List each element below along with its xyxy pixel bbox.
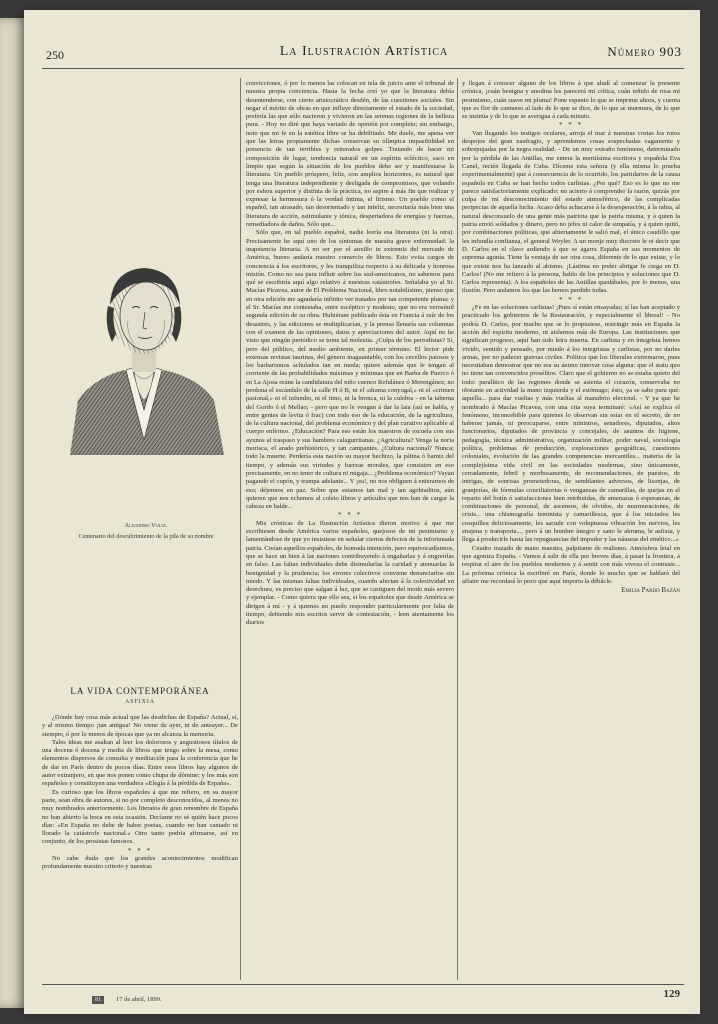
paragraph: convicciones, ó por lo menos las colocan en tela de juicio ante el tribunal de nuestra propia conciencia. Hasta la fecha creí yo que la literatura debía desentenderse, con cierto aristocrático desdén, de las cuestiones sociales. Sin negar el mérito de obras en que influye directamente el estado de la sociedad, prefería las que sólo nacieron y vivieron en las serenas regiones de la belleza pura. - Hoy no diré que haya variado de opinión por completo; sin embargo, noto que mi fe en la estética libre se ha debilitado. Me duele, me apena ver que las letras propiamente dichas conservan su olímpica impasibilidad en presencia de tan terribles y reiterados golpes. Tratando de hacer mi composición de lugar, tendencia natural en un espíritu ecléctico, saco en limpio que según la situación de los pueblos debe ser y manifestarse la literatura. Un pueblo próspero, feliz, con amplios horizontes, es natural que tenga una literatura independiente y desligada de compromisos, que volando por esfera superior y distinta de la práctica, no aspire á más fin que realizar y expresar la hermosura ó la verdad íntima, el lirismo. Un pueblo como el español, tan atrasado, tan desorientado y tan infeliz, necesitaría más bien una literatura de acción, estimulante y tónica, despertadora de energías y fuerzas, remediadora de daños. Sólo que... [246,80,454,229]
section-subtitle: ASFIXIA [125,699,155,705]
page-header [46,44,682,64]
footer-rule [42,984,684,985]
page-number: 250 [46,48,64,62]
volta-portrait [64,250,226,455]
paragraph: No cabe duda que los grandes acontecimientos modifican profundamente nuestro criterio y nuestras [42,855,238,871]
paragraph: Cuadro trazado de mano maestra, palpitante de realismo. Atmósfera letal en que agoniza España. - Vamos á salir de ella por breves días, á pasar la frontera, á respirar el aire de los pueblos modernos y á sentir con más viveza el contraste... La próxima crónica la escribiré en París, donde lo mucho que se hablará del affaire me recordará lo poco que aquí importa la débâcle. [462,544,680,585]
paragraph: Sólo que, en tal pueblo español, nadie leería esa literatura (ni la otra). Precisamente he aquí uno de los síntomas de nuestra grave enfermedad: la inapetencia literaria. A no ser por el auxilio in extremis del mercado de América, bueno andaría nuestro comercio de libros. Esto evita cargos de conciencia á los escritores, y les tranquiliza respecto á su delicada y honrosa misión. Como no sea para influir sobre los sud-americanos, no sabemos para qué se escribiría aquí algo relativo á nuestras catástrofes. Señalaba yo al Sr. Macías Picavea, autor de El Problema Nacional, libro notabilísimo, pienso que en otra edición me agradaría infinito ver tratados por tan competente pluma; y el Sr. Macías me contestaba, entre escéptico y modesto, que no era verosímil segunda edición de su obra. Hubiérase publicado ésta en Francia á raíz de los desastres, y las ediciones se multiplicarían, y la prensa llenaría sus columnas con el examen de las opiniones, datos y apreciaciones del autor. Aquí no he visto que ningún periódico se tome tal molestia. ¿Culpa de los periodistas? Sí, pero del público, del medio ambiente, en primer término. El lector pide extensas revistas taurinas, del género inaguantable, con los cecellos patosos y los barbarismos achulados tan en moda; quiere además que le tengan al corriente de las probabilidades máximas y mínimas que en Barba de Puerco ó en La Ajosa reúne la candidatura del niño cuenco Refulánez ó Merengánez; no perdona el escándalo de la calle H ó B, ni el «drama conyugal,» ni el «crimen pasional,» ni el infundio, ni el timo, ni la bronca, ni la culebra - en la taberna del Gordo ó el Mellao; - pero que no le vengan á dar la lata (así se habla, y entre gentes de levita ó frac) con todo eso de la educación, de la agricultura, de la cultura nacional, del problema económico y del plan curativo aplicable al cuerpo enfermo. ¿Educación? Para eso están los maestros de escuela con sus ayunos al traspaso y sus hambres calagurritanas. ¿Agricultura? Venga la noria morisca, el arado prehistórico, y tan campantes. ¿Cultura nacional? Nunca; todo la muerte. Perdería esta nación su mayor hechizo, la pátina ó barniz del tiempo, y además sus virtudes y fuerzas morales, que consisten en eso precisamente, en no tener de cultura ni migaja... ¿Problema económico? Vayan pagando el cupón, y trampa adelante... Y ¡ea!, no nos obliguen á enterarnos de eso; déjennos en paz. Sobre que estamos tan mal y tan agobiaditos, aún quieren que nos echemos al coleto libros y artículos que nos han de cargar la cabeza en balde... [246,229,454,511]
article-column-1 [42,714,238,968]
column-divider [457,78,458,980]
publication-date: 17 de abril, 1899. [116,996,162,1003]
paragraph: y llegan á conocer alguno de los libros á que aludí al comenzar la presente crónica, ¡cuán benigna y anodina les parecerá mi crítica, cuán teñido de rosa mi pesimismo, cuán suave mi pluma! Pone espanto lo que se imprime ahora, y cuenta que es flor de cantueso al lado de lo que se dice, de lo que se murmura, de lo que se insinúa y de lo que se averigua á cada minuto. [462,80,680,121]
footer-page-number: 129 [663,988,680,1000]
archive-badge: 81 [92,996,104,1004]
author-signature: Emilia Pardo Bazán [621,586,680,595]
magazine-page [24,10,700,1014]
portrait-engraving [64,250,226,455]
section-separator: * * * [338,511,362,520]
paragraph: ¿Dónde hay cosa más actual que las desdichas de España? Actual, sí, y al mismo tiempo ¡tan antigua! No viene de ayer, ni de anteayer... De siempre, ó por lo menos de épocas que ya no alcanza la memoria. [42,714,238,738]
section-separator: * * * [559,121,583,130]
paragraph: Mis crónicas de La Ilustración Artística dieron motivo á que me escribiesen desde América varios españoles, quejosos de mi pesimismo y lamentándose de que yo insistiese en señalar ciertos defectos de la infortunada patria. Creían aquellos españoles, de honrada intención, pero equivocadísimos, que se hace un bien á las naciones contribuyendo á engañarlas y á engreírlas en falso. Las faltas individuales debe disimularlas la caridad y atenuarlas la benignidad y la prudencia; los errores colectivos conviene denunciarlos sin miedo. Y las mismas faltas individuales, cuando afectan á la colectividad en derechura, es preciso que salgan á luz, que se castiguen del modo más severo y ejemplar. - Como quiera que ello sea, si los españoles que desde América se dirigen á mí - y á quienes no puedo responder particularmente por falta de tiempo, debiendo mis escritos servir de contestación, - leen atentamente los diarios [246,519,454,627]
article-column-2 [246,80,454,990]
paragraph: Tales ideas me asaltan al leer los dolorosos y angustiosos títulos de una docena ó docena y media de libros que tengo sobre la mesa, como elementos dispersos de consulta y meditación para la conferencia que he de dar en París dentro de pocos días. Entre esos libros hay algunos de autor extranjero, en que nos ponen como chupa de dómine; y los más son españoles y constituyen una verdadera «Elegía á la pérdida de España». [42,738,238,788]
portrait-caption-name: Alejandro Volta. [124,522,168,529]
section-separator: * * * [559,295,583,304]
paragraph: ¿Fe en las soluciones carlistas! ¡Pues sí están ensayadas; sí las han aceptado y practicado los gobiernos de la Restauración, y especialmente el liberal! - No podría D. Carlos, por mucho que se lo propusiese, restringir más en España la acción del espíritu moderno, ni aislarnos más de Europa. Las instituciones que significan progreso, aquí han sido letra muerta. En carlista y en integrista hemos vivido, sentido y pensado, por miedo á los integristas y carlistas, por no darles armas, por no padecer guerras civiles. Política que los liberales extremaron, pues necesitaban demostrar que no era su ánimo innovar cosa alguna: que el statu quo no tiene tan convencidos prosélitos. Claro que el gobierno no se estaba quieto del todo: paralítico de las regiones donde se asienta el corazón, conservaba no obstante en actividad la mano izquierda y el estómago; ésto, ya se sabe para qué: aquella... para dar vueltas y más vueltas al manubrio electoral. - Y ya que he nombrado á Macías Picavea, con una cita suya terminaré: «Así se explica el fenómeno, inconcebible para quienes lo observan sin estar en el secreto, de no haberse jamás, ni preocuparse, entre ministros, senadores, diputados, altos funcionarios, diputados de provincia y concejales, de asuntos de higiene, pedagogía, técnica administrativa, organización militar, poder naval, sociología política, problemas de producción, exploraciones geográficas, cuestiones coloniales, evolución de las grandes competencias mercantiles... materia de la complejísima vida civil en las sociedades modernas, sino únicamente, cerradamente, febril y morbosamente, de recomendaciones, de puestos, de intrigas, de sonrisas prometedoras, de semblantes adversos, de lisonjas, de granjerías, de fórmulas conciliatorias ó venganzas de camarillas, de quejas en el reparto del botín ó satisfacciones bien retribuidas, de amenazas ó esperanzas, de combinaciones de personal, de ascensos, de olvidos, de murmuraciones, de crisis... una chismografía feminista y camarillesca, que á los iniciados les cosquillea deliciosamente, les sacude con voluptuosa vibración los nervios, les enajena y transporta..., pero á un hombre íntegro y sano le abruma, le asfixia, y llega á producirle hasta las repugnancias del impudor y las náuseas del emético...» [462,304,680,544]
paragraph: Van llegando los testigos oculares, arroja el mar á nuestras costas los rotos despojos del gran naufragio, y aprendemos cosas sospechadas vagamente y sobrepujadas por la negra realidad. - De un muy extraño fenómeno, determinado por la pérdida de las Antillas, me entera la meritísima escritora y española Eva Canel, recién llegada de Cuba. Díceme esta señora (y ella misma lo prueba experimentalmente) que á consecuencia de lo ocurrido, los partidarios de la causa española en Cuba se han hecho todos carlistas. ¿Por qué? Eso es lo que no me parece satisfactoriamente explicado: no acierto á comprender la razón, quizás por culpa de mi desconocimiento del estado atmosférico, de las complicadas peripecias de aquella lucha. Acaso deba achacarse á la desesperación, á la rabia, al natural desconsuelo de una gente más patriota que la patria misma, y á quien la patria envió soldados y dinero, pero no jefes ni calor de simpatía, y á quien quitó, por combinaciones políticas, que abiertamente le salió mal, el único caudillo que les infundía confianza, el general Weyler. A un monje muy discreto le oí decir que D. Carlos en el clavo ardiendo á que se agarra España en sus momentos de suprema agonía. Tiene la ventaja de ser otra cosa, diferente de lo que existe, y lo que existe nos ha lanzado al abismo. ¡Lástima no poder abrigar fe ciega en D. Carlos! (No me refiero á la persona, hablo de los principios y soluciones que D. Carlos representa). A los españoles de las Antillas quedábales, por lo menos, una ilusión. Pero andamos los que las hemos perdido todas. [462,129,680,295]
page-footer [64,988,684,1010]
publication-title: La Ilustración Artística [279,44,449,59]
portrait-caption-text: Centenario del descubrimiento de la pila de su nombre [78,533,214,540]
issue-number: Número 903 [607,44,682,59]
article-column-3 [462,80,680,990]
section-separator: * * * [128,846,152,855]
column-divider [240,78,241,980]
section-title: LA VIDA CONTEMPORÁNEA [70,686,210,696]
paragraph: Es curioso que los libros españoles á que me refiero, en su mayor parte, sean obra de autores, si no por completo desconocidos, al menos no muy nombrados anteriormente. Los literatos de gran renombre de España no han abierto la boca en esta ocasión. Decíame no sé quién hace pocos días: «En España no debe de haber poetas, cuando no han cantado ni llorado la catástrofe nacional.» Otro tanto podría afirmarse, así en conjunto, de los prosistas famosos. [42,788,238,846]
header-rule [42,68,684,69]
